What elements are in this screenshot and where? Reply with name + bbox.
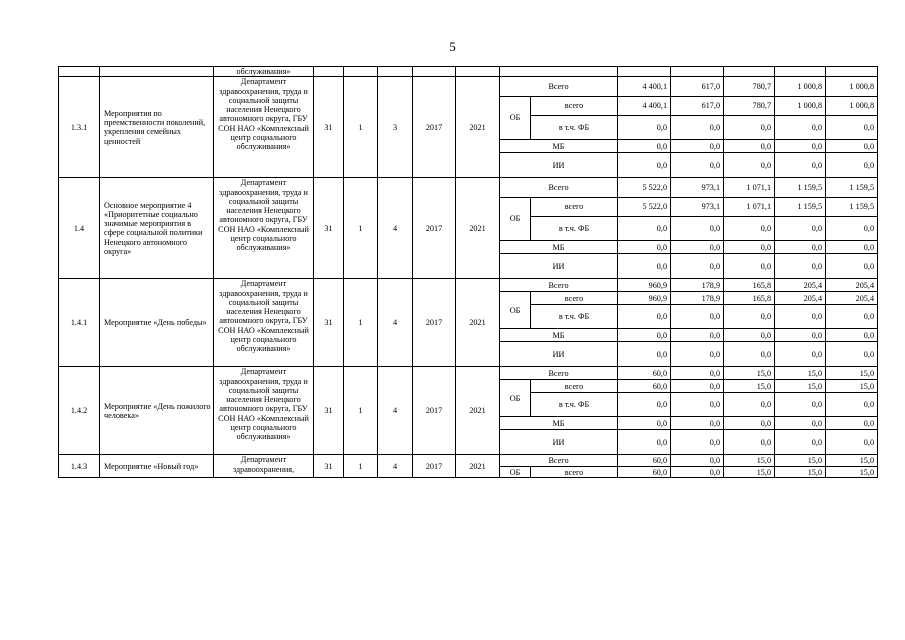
value-cell: 15,0 bbox=[775, 455, 826, 467]
value-cell: 165,8 bbox=[724, 279, 775, 292]
executor-cell: Департамент здравоохранения, труда и социальной защиты населения Ненецкого автономного округа, ГБУ СОН НАО «Комплексный центр социального обслуживания» bbox=[214, 367, 314, 455]
c3-cell: 4 bbox=[378, 279, 413, 367]
value-cell: 1 000,8 bbox=[826, 96, 878, 116]
value-cell: 0,0 bbox=[671, 393, 724, 417]
table-cell bbox=[618, 67, 671, 77]
program-row bbox=[59, 367, 878, 380]
program-row bbox=[59, 178, 878, 198]
value-cell: 205,4 bbox=[775, 292, 826, 305]
value-cell: 0,0 bbox=[671, 116, 724, 140]
value-cell: 4 400,1 bbox=[618, 96, 671, 116]
code-cell: 1.3.1 bbox=[59, 77, 100, 178]
source-label: в т.ч. ФБ bbox=[531, 217, 618, 241]
end-cell: 2021 bbox=[456, 367, 500, 455]
source-label: всего bbox=[531, 380, 618, 393]
value-cell: 0,0 bbox=[618, 342, 671, 367]
value-cell: 0,0 bbox=[671, 380, 724, 393]
table-cell bbox=[100, 67, 214, 77]
value-cell: 60,0 bbox=[618, 467, 671, 478]
c2-cell: 1 bbox=[344, 279, 378, 367]
executor-cell: Департамент здравоохранения, труда и социальной защиты населения Ненецкого автономного округа, ГБУ СОН НАО «Комплексный центр социального обслуживания» bbox=[214, 178, 314, 279]
value-cell: 0,0 bbox=[724, 417, 775, 430]
program-row bbox=[59, 279, 878, 292]
table-cell bbox=[59, 67, 100, 77]
source-label: в т.ч. ФБ bbox=[531, 393, 618, 417]
value-cell: 1 000,8 bbox=[826, 77, 878, 97]
name-cell: Мероприятия по преемственности поколений, укрепления семейных ценностей bbox=[100, 77, 214, 178]
code-cell: 1.4.3 bbox=[59, 455, 100, 478]
value-cell: 0,0 bbox=[826, 241, 878, 254]
value-cell: 0,0 bbox=[775, 217, 826, 241]
source-label: Всего bbox=[500, 279, 618, 292]
table-cell bbox=[826, 67, 878, 77]
value-cell: 0,0 bbox=[826, 153, 878, 178]
value-cell: 1 159,5 bbox=[826, 197, 878, 217]
source-label: в т.ч. ФБ bbox=[531, 305, 618, 329]
value-cell: 0,0 bbox=[671, 329, 724, 342]
value-cell: 60,0 bbox=[618, 367, 671, 380]
source-label: ИИ bbox=[500, 254, 618, 279]
source-label: ОБ bbox=[500, 292, 531, 329]
value-cell: 5 522,0 bbox=[618, 197, 671, 217]
value-cell: 15,0 bbox=[775, 380, 826, 393]
value-cell: 0,0 bbox=[724, 153, 775, 178]
end-cell: 2021 bbox=[456, 455, 500, 478]
value-cell: 0,0 bbox=[775, 305, 826, 329]
program-table bbox=[58, 66, 878, 478]
c3-cell: 4 bbox=[378, 455, 413, 478]
value-cell: 0,0 bbox=[826, 217, 878, 241]
value-cell: 0,0 bbox=[826, 254, 878, 279]
executor-cell: Департамент здравоохранения, труда и социальной защиты населения Ненецкого автономного округа, ГБУ СОН НАО «Комплексный центр социального обслуживания» bbox=[214, 77, 314, 178]
value-cell: 15,0 bbox=[775, 367, 826, 380]
program-row bbox=[59, 77, 878, 97]
value-cell: 0,0 bbox=[671, 254, 724, 279]
value-cell: 0,0 bbox=[775, 329, 826, 342]
page-number: 5 bbox=[449, 39, 456, 54]
value-cell: 0,0 bbox=[826, 116, 878, 140]
value-cell: 0,0 bbox=[826, 342, 878, 367]
value-cell: 1 159,5 bbox=[775, 197, 826, 217]
value-cell: 0,0 bbox=[724, 217, 775, 241]
value-cell: 0,0 bbox=[671, 430, 724, 455]
code-cell: 1.4.2 bbox=[59, 367, 100, 455]
value-cell: 178,9 bbox=[671, 292, 724, 305]
value-cell: 960,9 bbox=[618, 292, 671, 305]
value-cell: 1 071,1 bbox=[724, 178, 775, 198]
end-cell: 2021 bbox=[456, 77, 500, 178]
table-cell bbox=[413, 67, 456, 77]
value-cell: 0,0 bbox=[826, 140, 878, 153]
value-cell: 0,0 bbox=[618, 329, 671, 342]
c1-cell: 31 bbox=[314, 367, 344, 455]
value-cell: 973,1 bbox=[671, 197, 724, 217]
value-cell: 15,0 bbox=[724, 467, 775, 478]
value-cell: 0,0 bbox=[671, 217, 724, 241]
source-label: Всего bbox=[500, 367, 618, 380]
start-cell: 2017 bbox=[413, 367, 456, 455]
source-label: Всего bbox=[500, 178, 618, 198]
value-cell: 4 400,1 bbox=[618, 77, 671, 97]
value-cell: 0,0 bbox=[724, 116, 775, 140]
value-cell: 0,0 bbox=[724, 254, 775, 279]
value-cell: 15,0 bbox=[724, 380, 775, 393]
value-cell: 0,0 bbox=[775, 254, 826, 279]
value-cell: 0,0 bbox=[618, 305, 671, 329]
c2-cell: 1 bbox=[344, 367, 378, 455]
value-cell: 0,0 bbox=[775, 116, 826, 140]
source-label: МБ bbox=[500, 417, 618, 430]
source-label: ОБ bbox=[500, 197, 531, 241]
start-cell: 2017 bbox=[413, 455, 456, 478]
value-cell: 0,0 bbox=[826, 417, 878, 430]
value-cell: 15,0 bbox=[826, 380, 878, 393]
program-row bbox=[59, 455, 878, 467]
value-cell: 0,0 bbox=[671, 241, 724, 254]
value-cell: 1 000,8 bbox=[775, 77, 826, 97]
source-label: всего bbox=[531, 96, 618, 116]
table-cell bbox=[724, 67, 775, 77]
c1-cell: 31 bbox=[314, 178, 344, 279]
c2-cell: 1 bbox=[344, 77, 378, 178]
value-cell: 0,0 bbox=[724, 430, 775, 455]
executor-cell: обслуживания» bbox=[214, 67, 314, 77]
value-cell: 165,8 bbox=[724, 292, 775, 305]
source-label: МБ bbox=[500, 140, 618, 153]
name-cell: Мероприятие «День победы» bbox=[100, 279, 214, 367]
start-cell: 2017 bbox=[413, 77, 456, 178]
value-cell: 0,0 bbox=[775, 140, 826, 153]
value-cell: 0,0 bbox=[671, 367, 724, 380]
value-cell: 0,0 bbox=[618, 430, 671, 455]
table-cell bbox=[314, 67, 344, 77]
source-label: Всего bbox=[500, 77, 618, 97]
value-cell: 15,0 bbox=[724, 367, 775, 380]
table-cell bbox=[378, 67, 413, 77]
table-cell bbox=[344, 67, 378, 77]
value-cell: 0,0 bbox=[826, 430, 878, 455]
value-cell: 0,0 bbox=[618, 393, 671, 417]
source-label: всего bbox=[531, 467, 618, 478]
value-cell: 1 000,8 bbox=[775, 96, 826, 116]
value-cell: 15,0 bbox=[775, 467, 826, 478]
end-cell: 2021 bbox=[456, 178, 500, 279]
value-cell: 617,0 bbox=[671, 77, 724, 97]
value-cell: 0,0 bbox=[775, 153, 826, 178]
c2-cell: 1 bbox=[344, 178, 378, 279]
start-cell: 2017 bbox=[413, 279, 456, 367]
value-cell: 0,0 bbox=[724, 140, 775, 153]
value-cell: 0,0 bbox=[618, 140, 671, 153]
value-cell: 205,4 bbox=[775, 279, 826, 292]
value-cell: 0,0 bbox=[724, 393, 775, 417]
source-label: всего bbox=[531, 197, 618, 217]
value-cell: 617,0 bbox=[671, 96, 724, 116]
c3-cell: 3 bbox=[378, 77, 413, 178]
value-cell: 205,4 bbox=[826, 279, 878, 292]
value-cell: 0,0 bbox=[618, 217, 671, 241]
source-label: МБ bbox=[500, 329, 618, 342]
value-cell: 0,0 bbox=[826, 305, 878, 329]
value-cell: 0,0 bbox=[775, 430, 826, 455]
value-cell: 15,0 bbox=[826, 455, 878, 467]
source-label: ОБ bbox=[500, 96, 531, 140]
value-cell: 0,0 bbox=[724, 241, 775, 254]
code-cell: 1.4 bbox=[59, 178, 100, 279]
code-cell: 1.4.1 bbox=[59, 279, 100, 367]
executor-cell: Департамент здравоохранения, bbox=[214, 455, 314, 478]
value-cell: 0,0 bbox=[618, 153, 671, 178]
source-label: ИИ bbox=[500, 430, 618, 455]
c3-cell: 4 bbox=[378, 178, 413, 279]
source-label: ИИ bbox=[500, 342, 618, 367]
start-cell: 2017 bbox=[413, 178, 456, 279]
name-cell: Мероприятие «День пожилого человека» bbox=[100, 367, 214, 455]
table-cell bbox=[671, 67, 724, 77]
value-cell: 0,0 bbox=[671, 455, 724, 467]
value-cell: 0,0 bbox=[826, 393, 878, 417]
c3-cell: 4 bbox=[378, 367, 413, 455]
executor-cell: Департамент здравоохранения, труда и социальной защиты населения Ненецкого автономного округа, ГБУ СОН НАО «Комплексный центр социального обслуживания» bbox=[214, 279, 314, 367]
value-cell: 0,0 bbox=[618, 116, 671, 140]
value-cell: 0,0 bbox=[618, 417, 671, 430]
value-cell: 0,0 bbox=[671, 342, 724, 367]
value-cell: 0,0 bbox=[618, 254, 671, 279]
value-cell: 0,0 bbox=[618, 241, 671, 254]
source-label: ОБ bbox=[500, 467, 531, 478]
c1-cell: 31 bbox=[314, 77, 344, 178]
value-cell: 1 071,1 bbox=[724, 197, 775, 217]
c1-cell: 31 bbox=[314, 279, 344, 367]
value-cell: 0,0 bbox=[826, 329, 878, 342]
value-cell: 5 522,0 bbox=[618, 178, 671, 198]
value-cell: 973,1 bbox=[671, 178, 724, 198]
value-cell: 0,0 bbox=[671, 467, 724, 478]
value-cell: 0,0 bbox=[671, 140, 724, 153]
value-cell: 0,0 bbox=[724, 329, 775, 342]
value-cell: 0,0 bbox=[671, 305, 724, 329]
value-cell: 15,0 bbox=[826, 467, 878, 478]
table-cell bbox=[775, 67, 826, 77]
value-cell: 1 159,5 bbox=[775, 178, 826, 198]
continuation-row bbox=[59, 67, 878, 77]
end-cell: 2021 bbox=[456, 279, 500, 367]
source-label: Всего bbox=[500, 455, 618, 467]
source-label: всего bbox=[531, 292, 618, 305]
value-cell: 0,0 bbox=[671, 417, 724, 430]
value-cell: 1 159,5 bbox=[826, 178, 878, 198]
value-cell: 178,9 bbox=[671, 279, 724, 292]
c2-cell: 1 bbox=[344, 455, 378, 478]
value-cell: 15,0 bbox=[826, 367, 878, 380]
value-cell: 780,7 bbox=[724, 96, 775, 116]
name-cell: Основное мероприятие 4 «Приоритетные социально значимые мероприятия в сфере социальной политики Ненецкого автономного округа» bbox=[100, 178, 214, 279]
value-cell: 780,7 bbox=[724, 77, 775, 97]
value-cell: 60,0 bbox=[618, 380, 671, 393]
value-cell: 0,0 bbox=[775, 393, 826, 417]
value-cell: 0,0 bbox=[671, 153, 724, 178]
value-cell: 205,4 bbox=[826, 292, 878, 305]
source-label: МБ bbox=[500, 241, 618, 254]
table-cell bbox=[500, 67, 618, 77]
value-cell: 15,0 bbox=[724, 455, 775, 467]
value-cell: 0,0 bbox=[724, 305, 775, 329]
source-label: ОБ bbox=[500, 380, 531, 417]
value-cell: 0,0 bbox=[775, 417, 826, 430]
value-cell: 60,0 bbox=[618, 455, 671, 467]
c1-cell: 31 bbox=[314, 455, 344, 478]
table-cell bbox=[456, 67, 500, 77]
source-label: ИИ bbox=[500, 153, 618, 178]
name-cell: Мероприятие «Новый год» bbox=[100, 455, 214, 478]
value-cell: 960,9 bbox=[618, 279, 671, 292]
value-cell: 0,0 bbox=[775, 342, 826, 367]
value-cell: 0,0 bbox=[724, 342, 775, 367]
source-label: в т.ч. ФБ bbox=[531, 116, 618, 140]
value-cell: 0,0 bbox=[775, 241, 826, 254]
